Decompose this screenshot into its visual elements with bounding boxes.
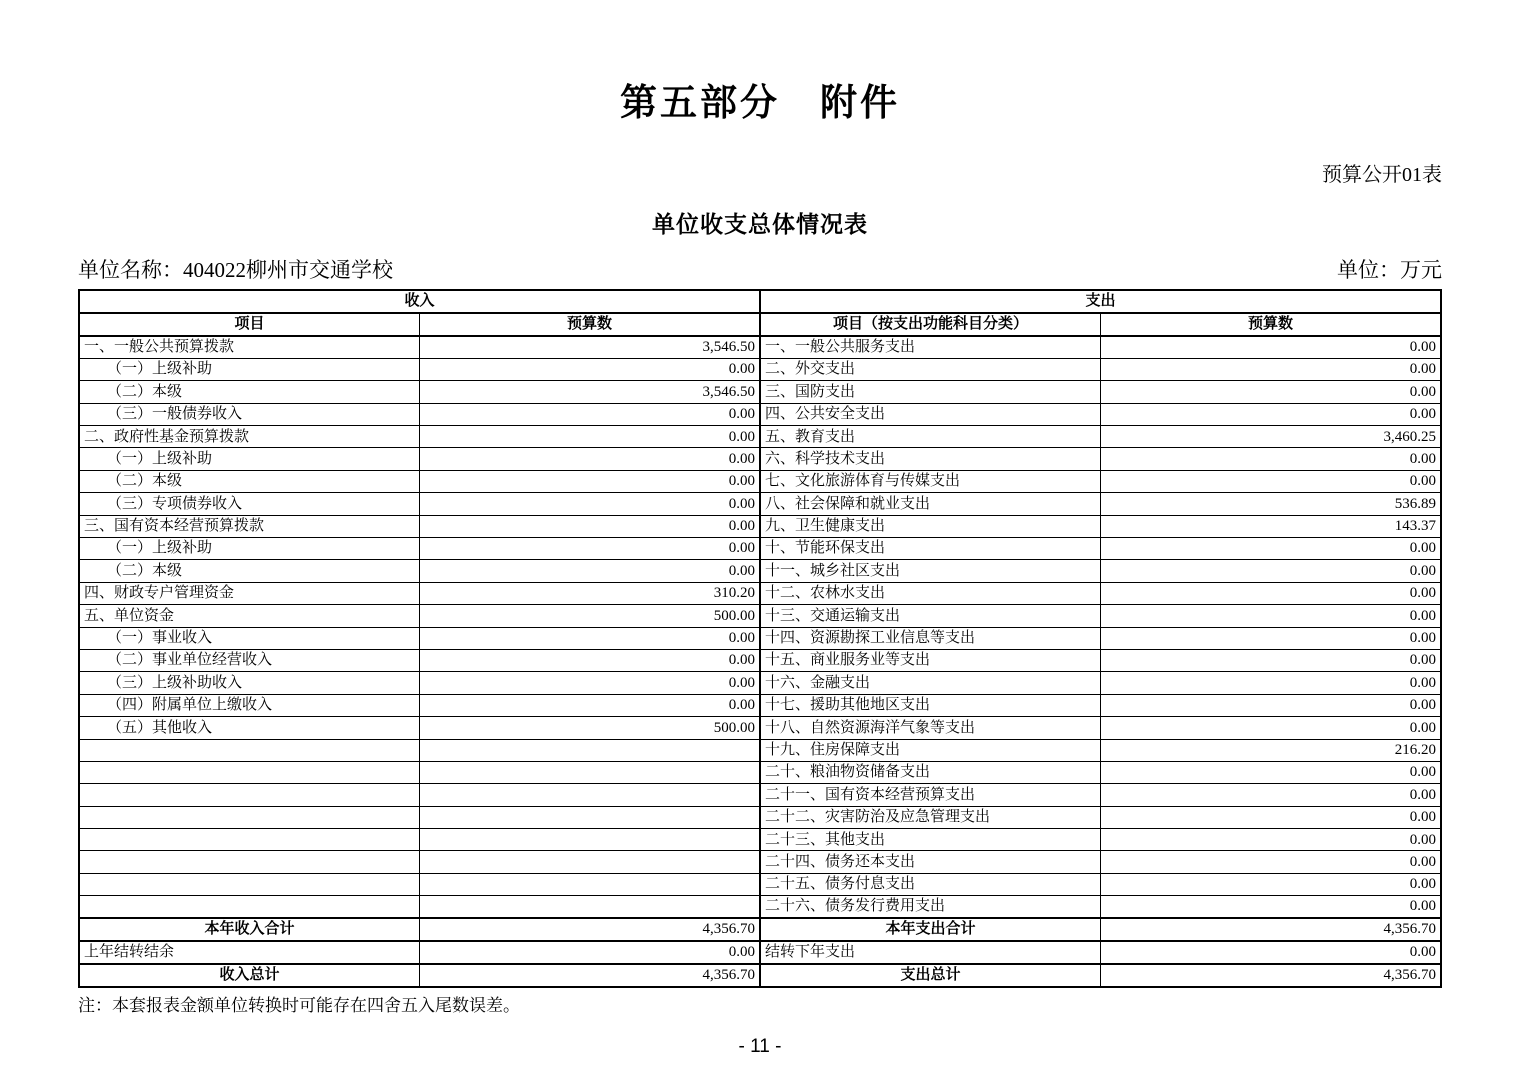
income-item-cell [79,739,420,761]
expense-item-cell: 二十五、债务付息支出 [760,873,1101,895]
income-value-cell [420,761,761,783]
income-item-cell [79,806,420,828]
expense-value-cell: 536.89 [1101,493,1442,515]
table-row [79,672,1441,694]
income-total-value-cell: 4,356.70 [420,918,761,941]
expense-item-cell: 七、文化旅游体育与传媒支出 [760,470,1101,492]
table-row [79,627,1441,649]
income-total-label-cell: 上年结转结余 [79,941,420,964]
expense-item-cell: 六、科学技术支出 [760,448,1101,470]
expense-item-cell: 二十六、债务发行费用支出 [760,896,1101,918]
income-value-cell: 500.00 [420,717,761,739]
column-header-row [79,313,1441,336]
table-row [79,829,1441,851]
income-value-cell [420,873,761,895]
table-title: 单位收支总体情况表 [652,212,868,237]
income-value-cell: 3,546.50 [420,381,761,403]
table-row [79,694,1441,716]
expense-item-cell: 三、国防支出 [760,381,1101,403]
total-row [79,964,1441,987]
expense-value-cell: 0.00 [1101,851,1442,873]
part-title: 第五部分 附件 [620,82,900,123]
income-item-cell [79,761,420,783]
income-item-cell: （二）事业单位经营收入 [79,649,420,671]
expense-item-cell: 十三、交通运输支出 [760,605,1101,627]
expense-value-cell: 0.00 [1101,717,1442,739]
income-item-cell: （三）一般债券收入 [79,403,420,425]
income-total-value-cell: 0.00 [420,941,761,964]
income-item-cell: 三、国有资本经营预算拨款 [79,515,420,537]
table-meta-row [78,254,1442,284]
income-total-label-cell: 收入总计 [79,964,420,987]
expense-item-cell: 十八、自然资源海洋气象等支出 [760,717,1101,739]
footnote: 注：本套报表金额单位转换时可能存在四舍五入尾数误差。 [78,996,520,1015]
expense-value-cell: 0.00 [1101,448,1442,470]
table-row [79,448,1441,470]
income-value-cell [420,851,761,873]
table-row [79,470,1441,492]
expense-value-cell: 0.00 [1101,470,1442,492]
income-value-cell: 0.00 [420,448,761,470]
expense-item-cell: 十六、金融支出 [760,672,1101,694]
form-code: 预算公开01表 [1322,164,1442,186]
income-item-cell [79,873,420,895]
expense-item-cell: 十二、农林水支出 [760,582,1101,604]
income-value-cell: 0.00 [420,470,761,492]
expense-value-cell: 0.00 [1101,605,1442,627]
income-item-cell: （二）本级 [79,470,420,492]
total-row [79,918,1441,941]
income-item-cell: （五）其他收入 [79,717,420,739]
income-total-value-cell: 4,356.70 [420,964,761,987]
expense-value-cell: 0.00 [1101,873,1442,895]
income-value-cell: 0.00 [420,358,761,380]
expense-value-cell: 0.00 [1101,649,1442,671]
expense-item-cell: 十七、援助其他地区支出 [760,694,1101,716]
income-value-cell [420,806,761,828]
income-value-cell [420,739,761,761]
expense-item-cell: 四、公共安全支出 [760,403,1101,425]
expense-item-cell: 二十三、其他支出 [760,829,1101,851]
income-value-cell: 0.00 [420,515,761,537]
expense-item-column-header: 项目（按支出功能科目分类） [760,313,1101,336]
income-value-cell: 0.00 [420,403,761,425]
table-row [79,896,1441,918]
table-row [79,851,1441,873]
expense-value-cell: 0.00 [1101,358,1442,380]
expense-value-cell: 0.00 [1101,829,1442,851]
expense-item-cell: 五、教育支出 [760,426,1101,448]
expense-value-cell: 0.00 [1101,672,1442,694]
table-row [79,403,1441,425]
income-item-column-header: 项目 [79,313,420,336]
expense-value-cell: 0.00 [1101,381,1442,403]
expense-value-cell: 0.00 [1101,806,1442,828]
expense-item-cell: 二十、粮油物资储备支出 [760,761,1101,783]
expense-value-cell: 0.00 [1101,582,1442,604]
income-value-cell: 0.00 [420,649,761,671]
income-value-cell [420,896,761,918]
income-item-cell: （二）本级 [79,560,420,582]
income-value-cell: 0.00 [420,627,761,649]
income-item-cell: 二、政府性基金预算拨款 [79,426,420,448]
income-item-cell: （二）本级 [79,381,420,403]
income-item-cell [79,829,420,851]
expense-item-cell: 九、卫生健康支出 [760,515,1101,537]
expense-item-cell: 十、节能环保支出 [760,538,1101,560]
expense-item-cell: 二、外交支出 [760,358,1101,380]
expense-budget-column-header: 预算数 [1101,313,1442,336]
expense-item-cell: 二十四、债务还本支出 [760,851,1101,873]
expense-item-cell: 二十二、灾害防治及应急管理支出 [760,806,1101,828]
income-total-label-cell: 本年收入合计 [79,918,420,941]
expense-total-value-cell: 0.00 [1101,941,1442,964]
income-value-cell [420,829,761,851]
income-value-cell: 500.00 [420,605,761,627]
income-item-cell: （一）事业收入 [79,627,420,649]
expense-value-cell: 0.00 [1101,627,1442,649]
income-value-cell: 0.00 [420,560,761,582]
page-number: - 11 - [738,1036,782,1057]
table-row [79,649,1441,671]
expense-value-cell: 0.00 [1101,403,1442,425]
table-row [79,515,1441,537]
table-row [79,493,1441,515]
expense-value-cell: 0.00 [1101,761,1442,783]
income-value-cell [420,784,761,806]
section-header-row [79,290,1441,313]
total-row [79,941,1441,964]
table-row [79,336,1441,358]
income-item-cell: （一）上级补助 [79,538,420,560]
income-budget-column-header: 预算数 [420,313,761,336]
income-item-cell [79,896,420,918]
unit-name: 单位名称：404022柳州市交通学校 [78,258,393,282]
expense-value-cell: 0.00 [1101,896,1442,918]
income-section-header: 收入 [79,290,760,313]
expense-item-cell: 二十一、国有资本经营预算支出 [760,784,1101,806]
income-value-cell: 0.00 [420,694,761,716]
expense-value-cell: 143.37 [1101,515,1442,537]
table-row [79,560,1441,582]
expense-item-cell: 十四、资源勘探工业信息等支出 [760,627,1101,649]
income-item-cell: 一、一般公共预算拨款 [79,336,420,358]
expense-item-cell: 八、社会保障和就业支出 [760,493,1101,515]
income-value-cell: 0.00 [420,426,761,448]
table-row [79,806,1441,828]
expense-item-cell: 一、一般公共服务支出 [760,336,1101,358]
income-item-cell [79,851,420,873]
expense-value-cell: 0.00 [1101,336,1442,358]
table-row [79,426,1441,448]
expense-total-value-cell: 4,356.70 [1101,964,1442,987]
budget-table [78,289,1442,988]
expense-value-cell: 3,460.25 [1101,426,1442,448]
expense-item-cell: 十五、商业服务业等支出 [760,649,1101,671]
income-item-cell: （四）附属单位上缴收入 [79,694,420,716]
income-value-cell: 0.00 [420,493,761,515]
table-row [79,873,1441,895]
income-value-cell: 0.00 [420,672,761,694]
expense-total-label-cell: 结转下年支出 [760,941,1101,964]
table-row [79,761,1441,783]
table-row [79,717,1441,739]
expense-total-label-cell: 本年支出合计 [760,918,1101,941]
income-value-cell: 0.00 [420,538,761,560]
income-value-cell: 310.20 [420,582,761,604]
income-item-cell: 四、财政专户管理资金 [79,582,420,604]
income-item-cell: （三）专项债券收入 [79,493,420,515]
income-value-cell: 3,546.50 [420,336,761,358]
table-row [79,605,1441,627]
expense-item-cell: 十九、住房保障支出 [760,739,1101,761]
expense-item-cell: 十一、城乡社区支出 [760,560,1101,582]
income-item-cell: （一）上级补助 [79,358,420,380]
expense-value-cell: 216.20 [1101,739,1442,761]
table-row [79,582,1441,604]
expense-section-header: 支出 [760,290,1441,313]
unit-currency: 单位：万元 [1337,258,1442,282]
income-item-cell: 五、单位资金 [79,605,420,627]
table-row [79,358,1441,380]
income-item-cell: （三）上级补助收入 [79,672,420,694]
table-row [79,739,1441,761]
expense-total-value-cell: 4,356.70 [1101,918,1442,941]
expense-value-cell: 0.00 [1101,560,1442,582]
income-item-cell [79,784,420,806]
income-item-cell: （一）上级补助 [79,448,420,470]
expense-total-label-cell: 支出总计 [760,964,1101,987]
table-row [79,538,1441,560]
expense-value-cell: 0.00 [1101,538,1442,560]
table-row [79,784,1441,806]
table-row [79,381,1441,403]
expense-value-cell: 0.00 [1101,784,1442,806]
expense-value-cell: 0.00 [1101,694,1442,716]
